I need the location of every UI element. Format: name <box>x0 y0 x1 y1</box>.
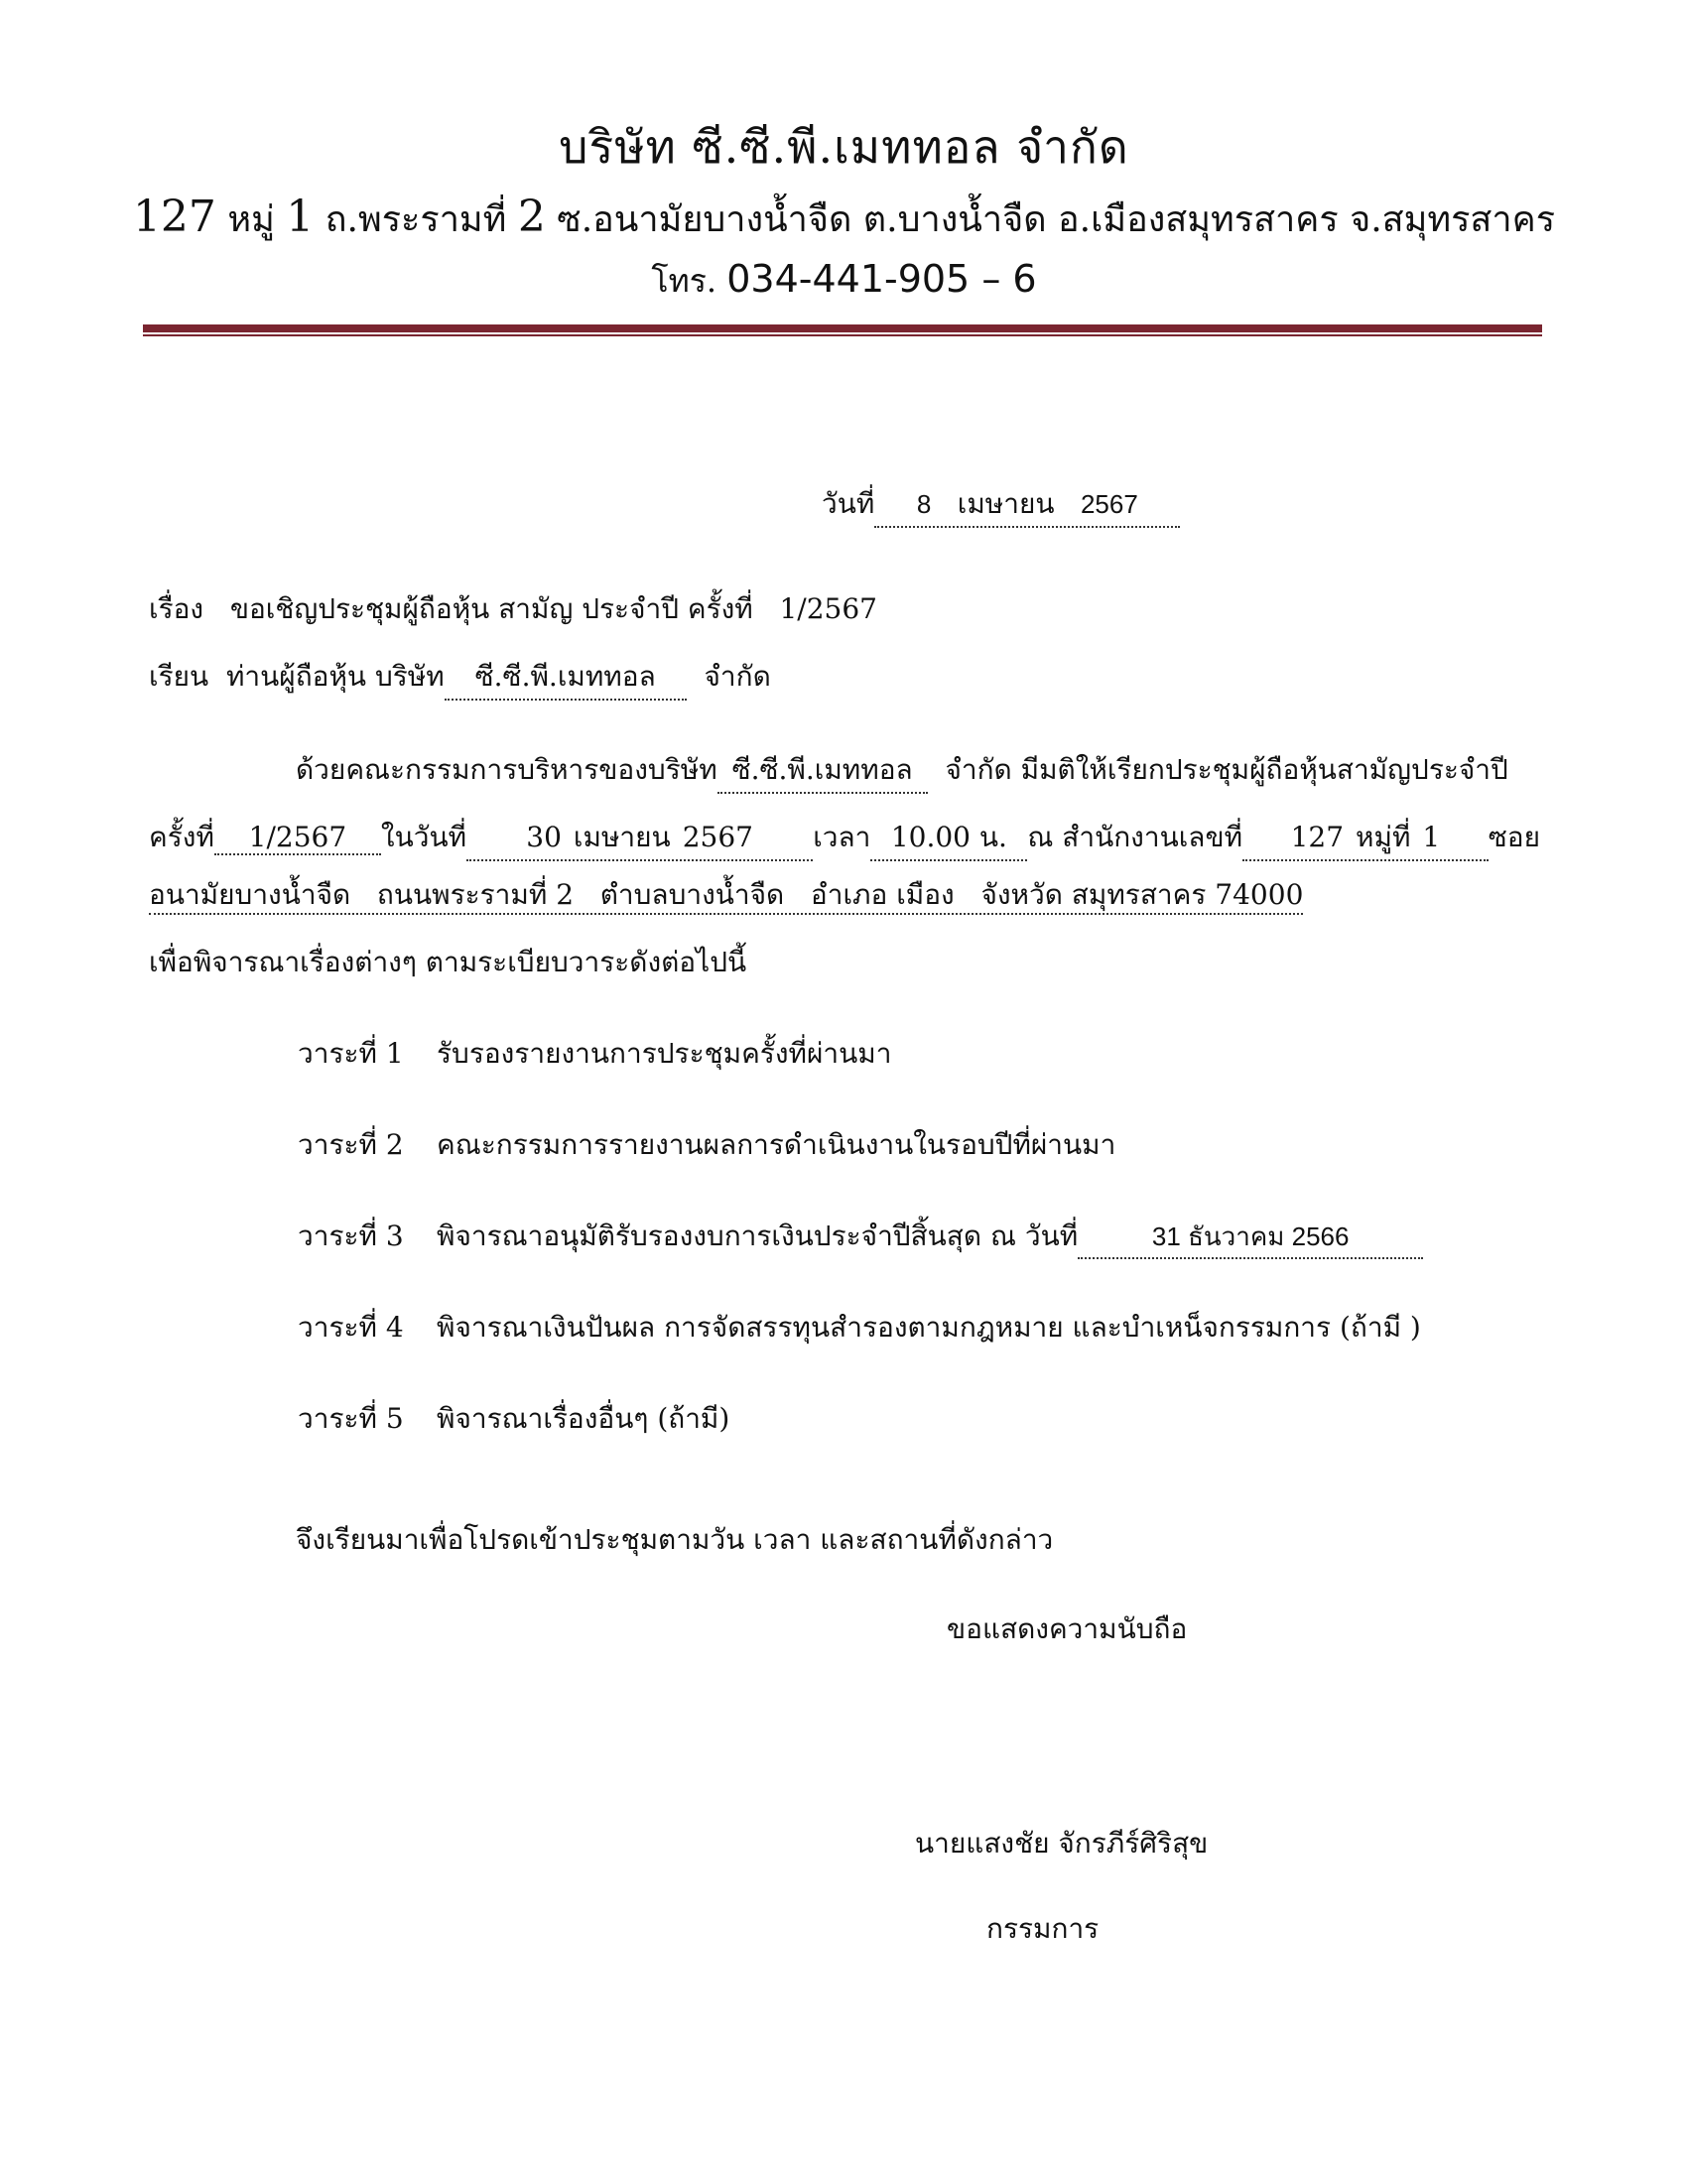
closing-regards: ขอแสดงความนับถือ <box>947 1612 1188 1645</box>
body-line-4: เพื่อพิจารณาเรื่องต่างๆ ตามระเบียบวาระดังต่อไปนี้ <box>149 946 747 978</box>
office-address-detail <box>149 878 1303 915</box>
body-line-3 <box>149 873 1303 917</box>
meeting-time-label: เวลา <box>813 821 871 853</box>
recipient-company: ซี.ซี.พี.เมททอล <box>445 655 687 701</box>
agenda-item <box>298 1306 1421 1349</box>
agenda-item <box>298 1032 891 1076</box>
company-name: บริษัท ซี.ซี.พี.เมททอล จำกัด <box>559 120 1129 174</box>
meeting-time: 10.00 น. <box>870 816 1027 861</box>
date-label: วันที่ <box>822 487 875 520</box>
meeting-day: 30 <box>526 821 562 853</box>
date-year: 2567 <box>1080 489 1138 519</box>
meeting-year: 2567 <box>682 821 753 853</box>
agenda-item <box>298 1215 1423 1259</box>
subject-text: ขอเชิญประชุมผู้ถือหุ้น สามัญ ประจำปี ครั้งที่ <box>229 592 753 625</box>
signer-name: นายแสงชัย จักรภีร์ศิริสุข <box>915 1827 1209 1860</box>
agenda-text: พิจารณาเรื่องอื่นๆ (ถ้ามี) <box>437 1402 730 1435</box>
address-moo-label: หมู่ <box>215 199 287 240</box>
agenda-number: วาระที่ 4 <box>298 1311 404 1344</box>
phone-number: 034-441-905 – 6 <box>726 257 1037 301</box>
header-rule-thin <box>143 334 1542 336</box>
company-phone <box>0 256 1688 307</box>
office-moo: 1 <box>1422 821 1441 853</box>
recipient-label: เรียน <box>149 660 209 693</box>
recipient-line <box>149 655 771 701</box>
agenda-number: วาระที่ 1 <box>298 1037 404 1070</box>
meeting-month: เมษายน <box>573 821 671 853</box>
subject-line <box>149 587 877 631</box>
agenda-number: วาระที่ 5 <box>298 1402 404 1435</box>
agenda-item <box>298 1123 1115 1167</box>
body-line-1 <box>296 748 1508 794</box>
office-district: อำเภอ เมือง <box>810 878 955 911</box>
meeting-no-label: ครั้งที่ <box>149 821 214 853</box>
meeting-no-group <box>149 816 381 861</box>
date-day: 8 <box>916 489 932 519</box>
office-address-no <box>1242 816 1489 861</box>
office-soi: อนามัยบางน้ำจืด <box>149 878 351 911</box>
agenda-text: รับรองรายงานการประชุมครั้งที่ผ่านมา <box>437 1037 892 1070</box>
meeting-date-label: ในวันที่ <box>380 821 467 853</box>
agenda-text: คณะกรรมการรายงานผลการดำเนินงานในรอบปีที่ผ่านมา <box>437 1128 1116 1161</box>
signer-position: กรรมการ <box>986 1912 1100 1945</box>
body-company-prefix: ด้วยคณะกรรมการบริหารของบริษัท <box>296 753 717 786</box>
office-subdistrict: ตำบลบางน้ำจืด <box>599 878 785 911</box>
meeting-time-group <box>813 816 1027 861</box>
meeting-date <box>466 816 813 861</box>
agenda-date: 31 ธันวาคม 2566 <box>1078 1217 1423 1259</box>
address-moo: 1 <box>286 192 315 242</box>
company-address <box>0 191 1688 247</box>
phone-label: โทร. <box>651 262 727 300</box>
date-value <box>874 482 1180 528</box>
body-line-2 <box>149 816 1540 861</box>
body-company-suffix: จำกัด มีมติให้เรียกประชุมผู้ถือหุ้นสามัญประจำปี <box>945 753 1508 786</box>
closing-invitation: จึงเรียนมาเพื่อโปรดเข้าประชุมตามวัน เวลา และสถานที่ดังกล่าว <box>296 1523 1054 1556</box>
header-rule <box>143 324 1542 332</box>
agenda-text: พิจารณาเงินปันผล การจัดสรรทุนสำรองตามกฎหมาย และบำเหน็จกรรมการ (ถ้ามี ) <box>437 1311 1421 1344</box>
letter-date <box>822 482 1180 528</box>
meeting-no: 1/2567 <box>214 821 381 855</box>
address-road-no: 2 <box>517 192 546 242</box>
agenda-number: วาระที่ 3 <box>298 1220 404 1252</box>
body-company: ซี.ซี.พี.เมททอล <box>717 748 928 794</box>
address-road-label: ถ.พระรามที่ <box>314 199 518 240</box>
office-house-no: 127 <box>1290 821 1345 853</box>
agenda-text: พิจารณาอนุมัติรับรองงบการเงินประจำปีสิ้นสุด ณ วันที่ <box>437 1220 1079 1252</box>
subject-label: เรื่อง <box>149 592 204 625</box>
office-province: จังหวัด สมุทรสาคร 74000 <box>980 878 1304 911</box>
recipient-suffix: จำกัด <box>704 660 771 693</box>
subject-number: 1/2567 <box>779 592 877 625</box>
office-road: ถนนพระรามที่ 2 <box>376 878 575 911</box>
office-moo-label: หมู่ที่ <box>1356 821 1411 853</box>
address-rest: ซ.อนามัยบางน้ำจืด ต.บางน้ำจืด อ.เมืองสมุทรสาคร จ.สมุทรสาคร <box>545 199 1556 240</box>
office-soi-label: ซอย <box>1488 821 1540 853</box>
agenda-item <box>298 1397 729 1441</box>
date-month: เมษายน <box>957 487 1055 520</box>
recipient-text: ท่านผู้ถือหุ้น บริษัท <box>225 660 445 693</box>
agenda-number: วาระที่ 2 <box>298 1128 404 1161</box>
office-no-label: ณ สำนักงานเลขที่ <box>1027 821 1243 853</box>
address-number: 127 <box>132 192 216 242</box>
